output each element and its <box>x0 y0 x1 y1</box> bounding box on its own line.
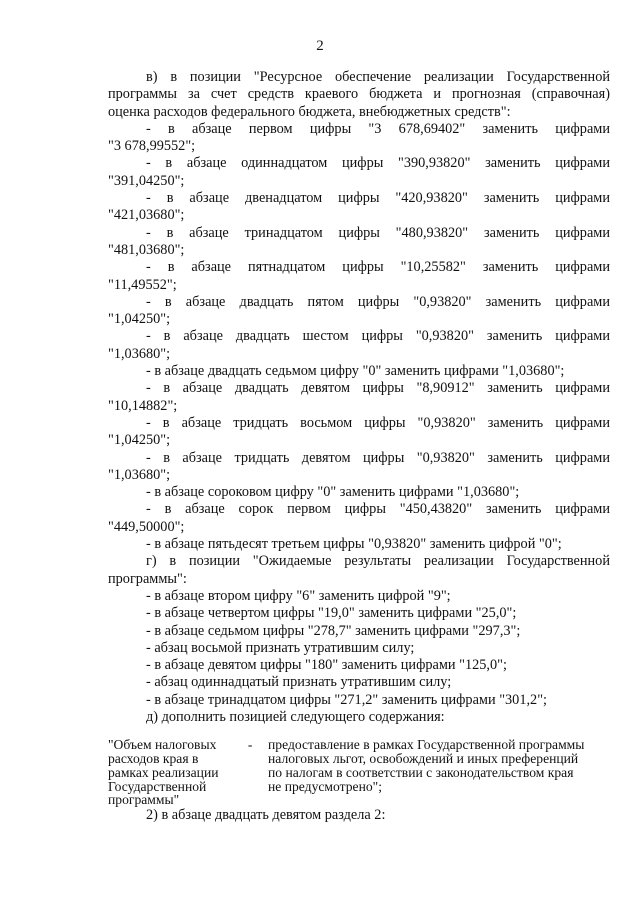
text-line: программы": <box>108 570 187 587</box>
text-line: - в абзаце сорок первом цифры "450,43820" заменить цифрами <box>146 501 610 518</box>
text-line: - абзац восьмой признать утратившим силу; <box>146 639 415 656</box>
text-line: - в абзаце двенадцатом цифры "420,93820" заменить цифрами <box>146 190 610 207</box>
amendment-list <box>108 69 610 726</box>
final-paragraph: 2) в абзаце двадцать девятом раздела 2: <box>146 807 386 824</box>
definition-term-line: Государственной <box>108 778 207 794</box>
definition-dash: - <box>247 737 253 753</box>
text-line: - абзац одиннадцатый признать утратившим силу; <box>146 674 452 691</box>
text-line: - в абзаце тринадцатом цифры "271,2" заменить цифрами "301,2"; <box>146 691 548 708</box>
text-line: - в абзаце седьмом цифры "278,7" заменить цифрами "297,3"; <box>146 622 521 639</box>
definition-table <box>108 738 610 807</box>
text-line: - в абзаце сороковом цифру "0" заменить цифрами "1,03680"; <box>146 484 520 501</box>
text-line: "449,50000"; <box>108 518 185 535</box>
document-body <box>108 69 610 825</box>
definition-description-line: не предусмотрено"; <box>268 778 382 794</box>
text-line: оценка расходов федерального бюджета, внебюджетных средств": <box>108 103 511 120</box>
text-line: - в абзаце тринадцатом цифры "480,93820" заменить цифрами <box>146 224 610 241</box>
text-line: - в абзаце пятьдесят третьем цифры "0,93820" заменить цифрой "0"; <box>146 536 562 553</box>
definition-description-line: налоговых льгот, освобождений и иных преференций <box>268 751 579 767</box>
text-line: - в абзаце первом цифры "3 678,69402" заменить цифрами <box>146 120 610 137</box>
text-line: - в абзаце четвертом цифры "19,0" заменить цифрами "25,0"; <box>146 605 517 622</box>
text-line: в) в позиции "Ресурсное обеспечение реализации Государственной <box>146 69 610 85</box>
text-line: "11,49552"; <box>108 276 177 293</box>
text-line: "1,03680"; <box>108 345 171 362</box>
text-line: программы за счет средств краевого бюджета и прогнозная (справочная) <box>108 86 610 103</box>
text-line: "3 678,99552"; <box>108 138 196 155</box>
text-line: - в абзаце пятнадцатом цифры "10,25582" заменить цифрами <box>146 259 610 276</box>
text-line: "391,04250"; <box>108 172 185 189</box>
text-line: - в абзаце двадцать девятом цифры "8,90912" заменить цифрами <box>146 380 610 397</box>
text-line: - в абзаце двадцать шестом цифры "0,93820" заменить цифрами <box>146 328 610 345</box>
text-line: "10,14882"; <box>108 397 178 414</box>
definition-description <box>268 738 610 807</box>
text-line: - в абзаце двадцать пятом цифры "0,93820" заменить цифрами <box>146 293 610 310</box>
page-number: 2 <box>316 38 324 54</box>
text-line: - в абзаце одиннадцатом цифры "390,93820" заменить цифрами <box>146 155 610 172</box>
text-line: "1,03680"; <box>108 466 171 483</box>
text-line: - в абзаце тридцать девятом цифры "0,93820" заменить цифрами <box>146 449 610 466</box>
definition-term-line: рамках реализации <box>108 764 219 780</box>
text-line: "1,04250"; <box>108 432 171 449</box>
text-line: "481,03680"; <box>108 241 185 258</box>
text-line: - в абзаце втором цифру "6" заменить цифрой "9"; <box>146 587 451 604</box>
text-line: "421,03680"; <box>108 207 185 224</box>
definition-term-line: "Объем налоговых <box>108 737 217 753</box>
definition-term-line: программы" <box>108 792 180 808</box>
text-line: г) в позиции "Ожидаемые результаты реализации Государственной <box>146 553 610 570</box>
text-line: - в абзаце девятом цифры "180" заменить цифрами "125,0"; <box>146 657 507 674</box>
definition-description-line: предоставление в рамках Государственной программы <box>268 737 585 753</box>
text-line: - в абзаце двадцать седьмом цифру "0" заменить цифрами "1,03680"; <box>146 363 565 380</box>
text-line: "1,04250"; <box>108 311 171 328</box>
definition-description-line: по налогам в соответствии с законодательством края <box>268 764 574 780</box>
definition-term-line: расходов края в <box>108 751 199 767</box>
text-line: - в абзаце тридцать восьмом цифры "0,93820" заменить цифрами <box>146 414 610 431</box>
text-line: д) дополнить позицией следующего содержания: <box>146 708 445 725</box>
definition-term <box>108 738 232 807</box>
